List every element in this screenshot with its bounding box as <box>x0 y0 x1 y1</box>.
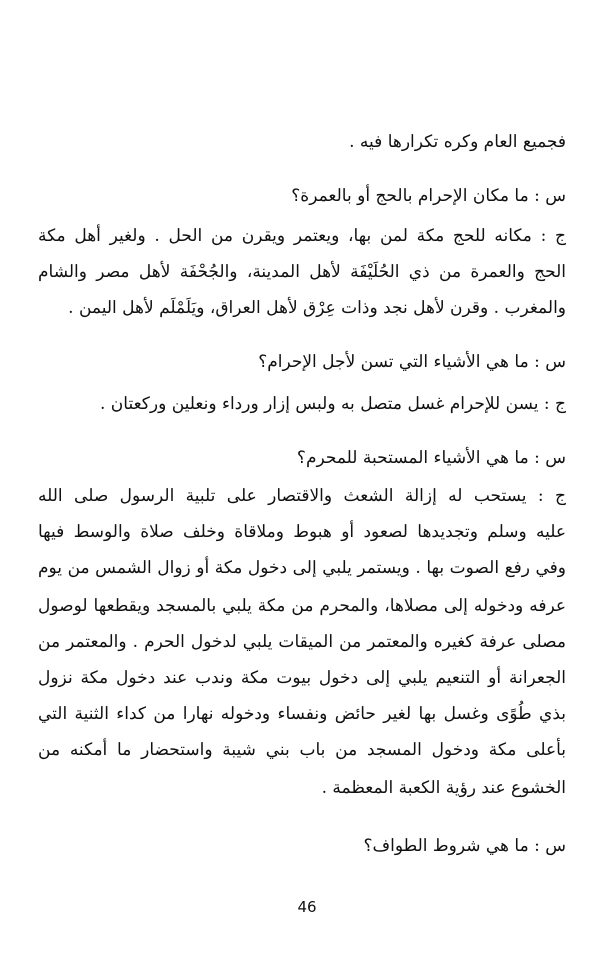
question-line-1: س : ما مكان الإحرام بالحج أو بالعمرة؟ <box>291 186 566 206</box>
answer-line-10: الجعرانة أو التنعيم يلبي إلى دخول بيوت مكة وندب عند دخول مكة نزول <box>38 668 566 688</box>
document-page <box>38 0 566 978</box>
question-line-2: س : ما هي الأشياء التي تسن لأجل الإحرام؟ <box>258 352 566 372</box>
question-line-3: س : ما هي الأشياء المستحبة للمحرم؟ <box>296 448 566 468</box>
answer-line-2: الحج والعمرة من ذي الحُلَيْفَة لأهل المدينة، والجُحْفَة لأهل مصر والشام <box>38 262 566 282</box>
answer-line-6: عليه وسلم وتجديدها لصعود أو هبوط وملاقاة وخلف صلاة والوسط فيها <box>38 522 566 542</box>
answer-line-3: والمغرب . وقرن لأهل نجد وذات عِرْق لأهل العراق، ويَلَمْلَم لأهل اليمن . <box>68 298 566 318</box>
answer-line-5: ج : يستحب له إزالة الشعث والاقتصار على تلبية الرسول صلى الله <box>38 486 566 506</box>
answer-line-13: الخشوع عند رؤية الكعبة المعظمة . <box>321 778 566 798</box>
page-number: 46 <box>297 898 317 916</box>
question-line-4: س : ما هي شروط الطواف؟ <box>363 836 566 856</box>
answer-line-1: ج : مكانه للحج مكة لمن بها، ويعتمر ويقرن من الحل . ولغير أهل مكة <box>38 226 566 246</box>
answer-line-7: وفي رفع الصوت بها . ويستمر يلبي إلى دخول مكة أو زوال الشمس من يوم <box>38 558 566 578</box>
answer-line-9: مصلى عرفة كغيره والمعتمر من الميقات يلبي لدخول الحرم . والمعتمر من <box>38 632 566 652</box>
text-line-1: فجميع العام وكره تكرارها فيه . <box>349 132 566 152</box>
answer-line-8: عرفه ودخوله إلى مصلاها، والمحرم من مكة يلبي بالمسجد ويقطعها لوصول <box>38 596 566 616</box>
answer-line-4: ج : يسن للإحرام غسل متصل به ولبس إزار ورداء ونعلين وركعتان . <box>100 394 566 414</box>
answer-line-11: بذي طُوًى وغسل بها لغير حائض ونفساء ودخوله نهارا من كداء الثنية التي <box>38 704 566 724</box>
answer-line-12: بأعلى مكة ودخول المسجد من باب بني شيبة واستحضار ما أمكنه من <box>38 740 566 760</box>
